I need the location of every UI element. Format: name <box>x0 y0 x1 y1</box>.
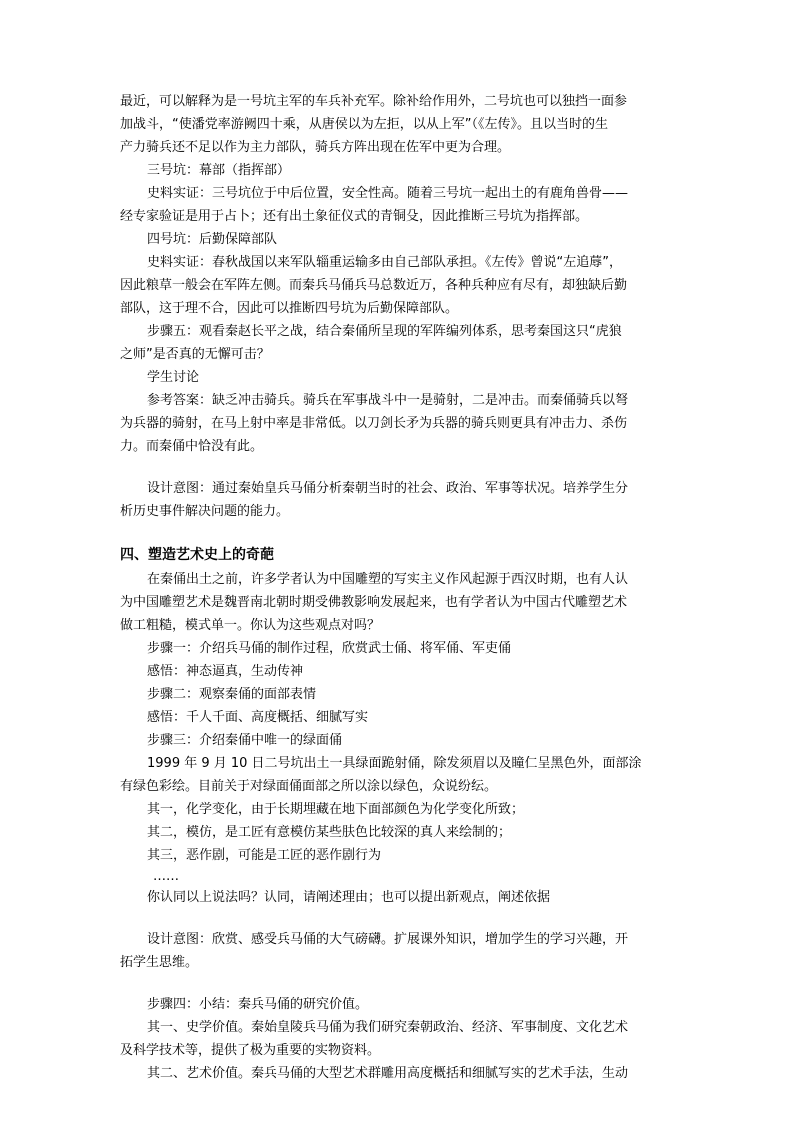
paragraph-line: 做工粗糙，模式单一。你认为这些观点对吗？ <box>120 618 381 633</box>
paragraph-line: 为兵器的骑射，在马上射中率是非常低。以刀剑长矛为兵器的骑兵则更具有冲击力、杀伤 <box>120 416 628 431</box>
paragraph-line: 及科学技术等，提供了极为重要的实物资料。 <box>120 1043 381 1058</box>
paragraph-line: 其二，模仿，是工匠有意模仿某些肤色比较深的真人来绘制的； <box>147 825 512 840</box>
paragraph-line: 史料实证：三号坑位于中后位置，安全性高。随着三号坑一起出土的有鹿角兽骨—— <box>147 186 629 201</box>
section-heading: 四、塑造艺术史上的奇葩 <box>120 547 274 563</box>
paragraph-line: 产力骑兵还不足以作为主力部队，骑兵方阵出现在佐军中更为合理。 <box>120 140 511 155</box>
paragraph-line: 为中国雕塑艺术是魏晋南北朝时期受佛教影响发展起来，也有学者认为中国古代雕塑艺术 <box>120 595 628 610</box>
paragraph-line: 加战斗，“使潘党率游阙四十乘，从唐侯以为左拒，以从上军”（《左传》。且以当时的生 <box>120 117 608 132</box>
paragraph-line: 学生讨论 <box>147 370 200 385</box>
paragraph-line: 史料实证：春秋战国以来军队辎重运输多由自己部队承担。《左传》曾说“左追蓐”， <box>147 255 622 270</box>
paragraph-line: 感悟：千人千面、高度概括、细腻写实 <box>147 710 369 725</box>
paragraph-line: 其一，化学变化，由于长期埋藏在地下面部颜色为化学变化所致； <box>147 802 525 817</box>
paragraph-line: 步骤二：观察秦俑的面部表情 <box>147 687 317 702</box>
paragraph-line: 有绿色彩绘。目前关于对绿面俑面部之所以涂以绿色，众说纷纭。 <box>120 779 498 794</box>
paragraph-line: 你认同以上说法吗？认同，请阐述理由；也可以提出新观点，阐述依据 <box>147 890 551 905</box>
paragraph-line: 之师”是否真的无懈可击？ <box>120 347 270 362</box>
paragraph-line: 经专家验证是用于占卜；还有出土象征仪式的青铜殳，因此推断三号坑为指挥部。 <box>120 209 589 224</box>
ellipsis-line: …… <box>153 869 179 884</box>
paragraph-line: 感悟：神态逼真，生动传神 <box>147 664 304 679</box>
paragraph-line: 部队，这于理不合，因此可以推断四号坑为后勤保障部队。 <box>120 301 459 316</box>
paragraph-line: 1999 年 9 月 10 日二号坑出土一具绿面跪射俑，除发须眉以及瞳仁呈黑色外，面部涂 <box>147 756 642 771</box>
paragraph-line: 其一、史学价值。秦始皇陵兵马俑为我们研究秦朝政治、经济、军事制度、文化艺术 <box>147 1020 629 1035</box>
paragraph-line: 步骤三：介绍秦俑中唯一的绿面俑 <box>147 733 343 748</box>
design-intent-line: 设计意图：欣赏、感受兵马俑的大气磅礴。扩展课外知识，增加学生的学习兴趣，开 <box>147 932 629 947</box>
paragraph-line: 步骤一：介绍兵马俑的制作过程，欣赏武士俑、将军俑、军吏俑 <box>147 641 512 656</box>
paragraph-line: 其三，恶作剧，可能是工匠的恶作剧行为 <box>147 848 382 863</box>
section-subheading: 三号坑：幕部（指挥部） <box>147 163 291 178</box>
paragraph-line: 因此粮草一般会在军阵左侧。而秦兵马俑兵马总数近万，各种兵种应有尽有，却独缺后勤 <box>120 278 628 293</box>
design-intent-line: 设计意图：通过秦始皇兵马俑分析秦朝当时的社会、政治、军事等状况。培养学生分 <box>147 481 629 496</box>
design-intent-line: 拓学生思维。 <box>120 955 199 970</box>
section-subheading: 四号坑：后勤保障部队 <box>147 232 278 247</box>
paragraph-line: 参考答案：缺乏冲击骑兵。骑兵在军事战斗中一是骑射，二是冲击。而秦俑骑兵以弩 <box>147 393 629 408</box>
paragraph-line: 步骤四：小结：秦兵马俑的研究价值。 <box>147 997 369 1012</box>
paragraph-line: 在秦俑出土之前，许多学者认为中国雕塑的写实主义作风起源于西汉时期，也有人认 <box>147 572 629 587</box>
paragraph-line: 步骤五：观看秦赵长平之战，结合秦俑所呈现的军阵编列体系，思考秦国这只“虎狼 <box>147 324 622 339</box>
paragraph-line: 力。而秦俑中恰没有此。 <box>120 439 264 454</box>
design-intent-line: 析历史事件解决问题的能力。 <box>120 504 290 519</box>
paragraph-line: 最近，可以解释为是一号坑主军的车兵补充军。除补给作用外，二号坑也可以独挡一面参 <box>120 94 628 109</box>
paragraph-line: 其二、艺术价值。秦兵马俑的大型艺术群雕用高度概括和细腻写实的艺术手法，生动 <box>147 1066 629 1081</box>
